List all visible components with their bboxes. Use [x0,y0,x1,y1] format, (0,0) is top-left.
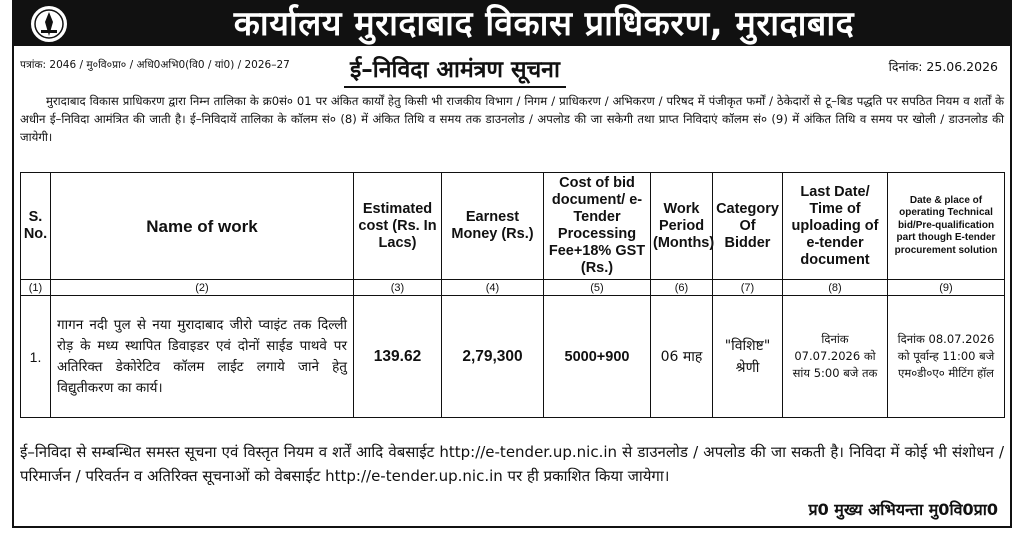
cell-sno: 1. [21,296,51,418]
header-sno: S. No. [21,173,51,280]
cell-work-period: 06 माह [651,296,713,418]
table-row [21,296,1005,418]
cell-work-name: गागन नदी पुल से नया मुरादाबाद जीरो प्वाइंट तक दिल्ली रोड़ के मध्य स्थापित डिवाइडर एवं दोनों साईड पाथवे पर अतिरिक्त डेकोरेटिव कॉलम लाईट लगाये जाने हेतु विद्युतीकरण का कार्य। [51,296,354,418]
cell-last-date: दिनांक 07.07.2026 को सांय 5:00 बजे तक [783,296,888,418]
cell-estimated-cost: 139.62 [354,296,442,418]
footer-paragraph: ई–निविदा से सम्बन्धित समस्त सूचना एवं विस्तृत नियम व शर्तें आदि वेबसाईट http://e-tender.up.nic.in से डाउनलोड / अपलोड की जा सकती है। निविदा में कोई भी संशोधन / परिमार्जन / परिवर्तन व अतिरिक्त सूचनाओं को वेबसाईट http://e-tender.up.nic.in पर ही प्रकाशित किया जायेगा। [20,443,1004,485]
table-header-row [21,173,1005,280]
header-estimated-cost: Estimated cost (Rs. In Lacs) [354,173,442,280]
notice-frame [12,0,1012,528]
tender-table [20,172,1005,418]
col-number: (9) [888,280,1005,296]
header-work-period: Work Period (Months) [651,173,713,280]
signature-line: प्र0 मुख्य अभियन्ता मु0वि0प्रा0 [808,500,998,519]
cell-earnest-money: 2,79,300 [442,296,544,418]
col-number: (7) [713,280,783,296]
header-category: Category Of Bidder [713,173,783,280]
intro-paragraph: मुरादाबाद विकास प्राधिकरण द्वारा निम्न तालिका के क्र0सं० 01 पर अंकित कार्यों हेतु किसी भी राजकीय विभाग / निगम / प्राधिकरण / अभिकरण / परिषद में पंजीकृत फर्मों / ठेकेदारों से टू–बिड पद्धति पर सपठित नियम व शर्तों के अधीन ई–निविदा आमंत्रित की जाती है। ई–निविदायें तालिका के कॉलम सं० (8) में अंकित तिथि व समय तक डाउनलोड / अपलोड की जा सकेगी तथा प्राप्त निविदाएं कॉलम सं० (9) में अंकित तिथि व समय पर खोली / डाउनलोड की जायेगी। [20,94,1004,144]
col-number: (6) [651,280,713,296]
header-name-of-work: Name of work [51,173,354,280]
header-opening-date: Date & place of operating Technical bid/Pre-qualification part though E-tender procurement solution [888,173,1005,280]
header-banner [14,2,1010,46]
column-number-row [21,280,1005,296]
col-number: (8) [783,280,888,296]
notice-date: दिनांक: 25.06.2026 [888,59,998,74]
header-bid-fee: Cost of bid document/ e-Tender Processing Fee+18% GST (Rs.) [544,173,651,280]
header-last-date: Last Date/ Time of uploading of e-tender document [783,173,888,280]
reference-number: पत्रांक: 2046 / मु०वि०प्रा० / अधि0अभि0(वि0 / यां0) / 2026–27 [20,59,290,71]
col-number: (4) [442,280,544,296]
col-number: (2) [51,280,354,296]
cell-category: "विशिष्ट" श्रेणी [713,296,783,418]
cell-bid-fee: 5000+900 [544,296,651,418]
emblem-icon [16,2,82,46]
notice-title: ई–निविदा आमंत्रण सूचना [344,56,566,88]
col-number: (3) [354,280,442,296]
cell-opening-date: दिनांक 08.07.2026 को पूर्वान्ह 11:00 बजे एम०डी०ए० मीटिंग हॉल [888,296,1005,418]
col-number: (5) [544,280,651,296]
office-title: कार्यालय मुरादाबाद विकास प्राधिकरण, मुरादाबाद [233,4,855,44]
header-earnest-money: Earnest Money (Rs.) [442,173,544,280]
col-number: (1) [21,280,51,296]
